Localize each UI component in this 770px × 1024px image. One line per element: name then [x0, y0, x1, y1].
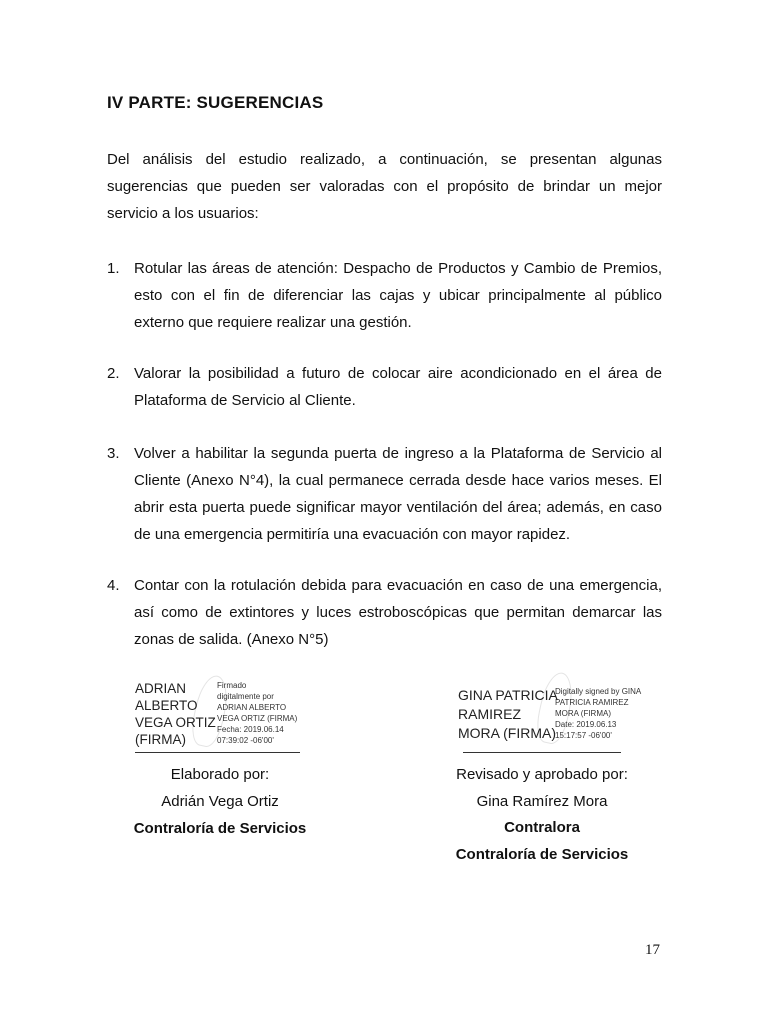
- stamp-line: digitalmente por: [217, 692, 274, 701]
- suggestion-item: [107, 255, 662, 336]
- signer-line: VEGA ORTIZ: [135, 715, 216, 730]
- suggestion-text: Contar con la rotulación debida para evacuación en caso de una emergencia, así como de extintores y luces estroboscópicas que permitan demarcar las zonas de salida. (Anexo N°5): [134, 577, 662, 648]
- signature-office: Contraloría de Servicios: [455, 846, 629, 863]
- suggestion-text: Rotular las áreas de atención: Despacho de Productos y Cambio de Premios, esto con el fin de diferenciar las cajas y ubicar principalmente al público externo que requiere realizar una gestión.: [134, 260, 662, 331]
- digital-signature-stamp: [555, 686, 641, 741]
- signature-name: Adrián Vega Ortiz: [161, 793, 279, 810]
- signature-role: Elaborado por:: [170, 766, 270, 783]
- suggestion-number: 4.: [107, 577, 120, 594]
- signer-name-block: [135, 680, 216, 748]
- stamp-line: 15:17:57 -06'00': [555, 731, 612, 740]
- stamp-line: Date: 2019.06.13: [555, 720, 617, 729]
- signer-line: ALBERTO: [135, 698, 198, 713]
- signature-line: [135, 752, 300, 753]
- signer-line: GINA PATRICIA: [458, 687, 558, 703]
- signer-line: MORA (FIRMA): [458, 725, 556, 741]
- page-number: 17: [645, 942, 660, 958]
- signature-title: Contralora: [504, 819, 580, 836]
- stamp-line: Firmado: [217, 681, 247, 690]
- signer-name-block: [458, 686, 558, 743]
- stamp-line: MORA (FIRMA): [555, 709, 611, 718]
- signature-line: [463, 752, 621, 753]
- stamp-line: Digitally signed by GINA: [555, 687, 642, 696]
- stamp-line: PATRICIA RAMIREZ: [555, 698, 629, 707]
- digital-signature-stamp: [217, 680, 297, 746]
- suggestion-text: Volver a habilitar la segunda puerta de ingreso a la Plataforma de Servicio al Cliente (Anexo N°4), la cual permanece cerrada desde hace varios meses. El abrir esta puerta puede significar mayor ventilación del área; además, en caso de una emergencia permitiría una evacuación con mayor rapidez.: [134, 445, 662, 543]
- suggestion-number: 1.: [107, 260, 120, 277]
- signature-role: Revisado y aprobado por:: [456, 766, 628, 783]
- stamp-line: Fecha: 2019.06.14: [217, 725, 284, 734]
- signature-name: Gina Ramírez Mora: [476, 793, 608, 810]
- signer-line: RAMIREZ: [458, 706, 521, 722]
- signer-line: ADRIAN: [135, 681, 187, 696]
- intro-paragraph: Del análisis del estudio realizado, a continuación, se presentan algunas sugerencias que pueden ser valoradas con el propósito de brindar un mejor servicio a los usuarios:: [107, 151, 662, 222]
- stamp-line: ADRIAN ALBERTO: [217, 703, 287, 712]
- stamp-line: VEGA ORTIZ (FIRMA): [217, 714, 298, 723]
- suggestion-number: 3.: [107, 445, 120, 462]
- suggestion-item: [107, 440, 662, 548]
- signature-office: Contraloría de Servicios: [133, 820, 307, 837]
- signer-line: (FIRMA): [135, 732, 186, 747]
- suggestion-item: [107, 572, 662, 653]
- suggestion-item: [107, 360, 662, 414]
- suggestion-number: 2.: [107, 365, 120, 382]
- suggestion-text: Valorar la posibilidad a futuro de colocar aire acondicionado en el área de Plataforma de Servicio al Cliente.: [134, 365, 662, 409]
- stamp-line: 07:39:02 -06'00': [217, 736, 274, 745]
- section-title: IV PARTE: SUGERENCIAS: [107, 93, 324, 112]
